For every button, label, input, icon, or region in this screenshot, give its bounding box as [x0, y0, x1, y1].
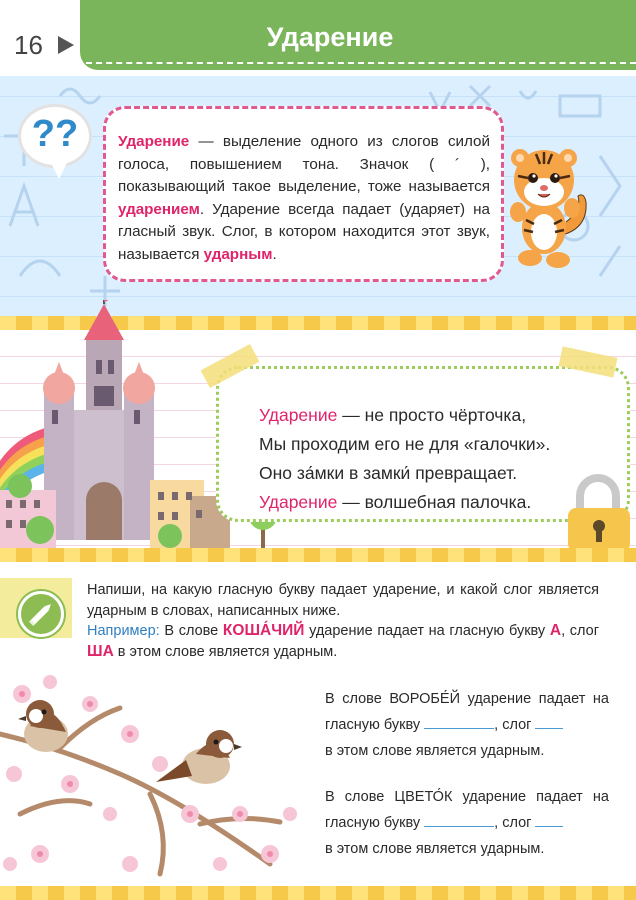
example-word: КОША́ЧИЙ [222, 622, 305, 639]
example-text: В слове [159, 623, 223, 639]
task-instruction [87, 580, 599, 662]
example-syllable: ША [87, 642, 114, 660]
sparrow-icon [18, 700, 68, 752]
page-title: Ударение [266, 22, 394, 52]
poem-line-text: — волшебная палочка. [337, 492, 532, 512]
example-text: , слог [561, 623, 599, 639]
example-letter: А [549, 622, 562, 639]
syllable-answer-field[interactable] [535, 812, 563, 827]
poem-keyword: Ударение [259, 492, 338, 512]
exercise-text: , слог [494, 815, 536, 831]
exercise-2 [325, 784, 609, 862]
play-arrow-icon [58, 36, 74, 54]
exercise-text: ударение падает на гласную букву [325, 789, 609, 831]
poem-text [259, 401, 550, 517]
instruction-text: Напиши, на какую гласную букву падает ударение, и какой слог является ударным в словах, написанных ниже. [87, 582, 599, 619]
castle-icon [0, 300, 230, 550]
pencil-glyph-icon [21, 594, 61, 634]
padlock-icon [562, 470, 636, 556]
example-text: в этом слове является ударным. [113, 643, 338, 660]
exercise-1 [325, 686, 609, 764]
definition-term: ударением [118, 200, 200, 218]
pencil-icon [18, 591, 64, 637]
poem-line-text: — не просто чёрточка, [337, 405, 527, 425]
exercise-suffix: в этом слове является ударным. [325, 743, 545, 759]
poem-keyword: Ударение [259, 405, 338, 425]
example-label: Например: [87, 623, 160, 639]
definition-box [103, 106, 504, 282]
syllable-answer-field[interactable] [535, 714, 563, 729]
definition-text [118, 131, 490, 266]
poem-line: Оно за́мки в замки́ превращает. [259, 463, 518, 483]
question-marks: ?? [31, 113, 79, 155]
definition-part: — выделение одного из слогов силой голоса, повышением тона. Значок ( ´ ), показывающий такое выделение, тоже называется [118, 133, 490, 195]
poem-line [259, 401, 550, 430]
decor-stripe [0, 886, 636, 900]
exercise-prefix: В слове [325, 691, 390, 707]
definition-part: . [272, 245, 277, 263]
exercise-word: ЦВЕТО́К [394, 789, 453, 805]
poem-line [259, 488, 550, 517]
decor-stripe [0, 548, 636, 562]
exercise-word: ВОРОБЕ́Й [389, 691, 461, 707]
exercise-suffix: в этом слове является ударным. [325, 841, 545, 857]
vowel-answer-field[interactable] [424, 812, 494, 827]
definition-part: . Ударение всегда падает (ударяет) на гласный звук. Слог, в котором находится этот звук, называется [118, 200, 490, 263]
exercise-text: ударение падает на гласную букву [325, 691, 609, 733]
definition-section [0, 76, 636, 316]
tiger-cub-icon [496, 136, 596, 276]
question-bubble-icon [18, 104, 92, 168]
sparrow-icon [156, 730, 242, 784]
definition-term: ударным [203, 245, 273, 263]
vowel-answer-field[interactable] [424, 714, 494, 729]
exercise-text: , слог [494, 717, 536, 733]
cherry-blossom-icon [0, 664, 310, 888]
page-header [0, 0, 636, 76]
page-number: 16 [14, 30, 43, 60]
exercise-prefix: В слове [325, 789, 395, 805]
poem-line: Мы проходим его не для «галочки». [259, 434, 551, 454]
example-text: ударение падает на гласную букву [304, 623, 550, 639]
definition-term: Ударение [118, 133, 190, 150]
